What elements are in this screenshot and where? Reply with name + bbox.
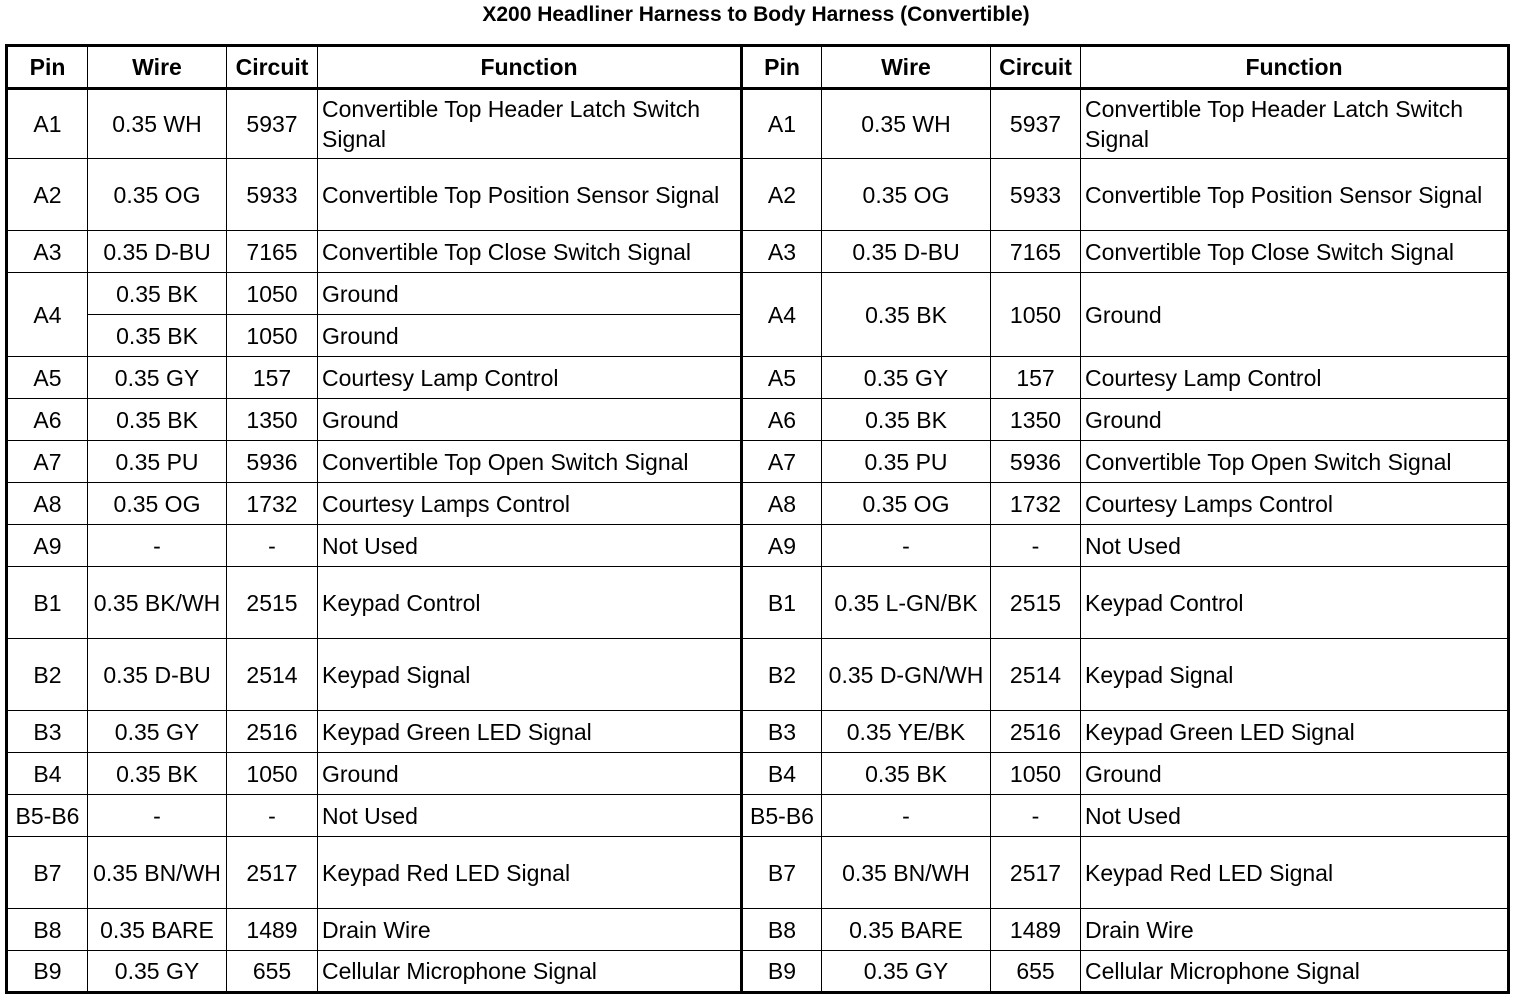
header-function: Function [318,46,742,89]
circuit-cell: 157 [227,357,318,399]
pin-cell: B4 [742,753,822,795]
function-cell: Courtesy Lamp Control [318,357,742,399]
pin-cell: B5-B6 [7,795,88,837]
table-row [7,441,1509,483]
function-cell: Convertible Top Close Switch Signal [318,231,742,273]
circuit-cell: 1489 [227,909,318,951]
circuit-cell: 655 [991,951,1081,993]
pin-cell: A3 [7,231,88,273]
function-cell: Courtesy Lamps Control [1081,483,1509,525]
table-row [7,525,1509,567]
function-cell: Not Used [1081,795,1509,837]
wire-cell: 0.35 OG [822,159,991,231]
header-function: Function [1081,46,1509,89]
circuit-cell: - [227,525,318,567]
header-circuit: Circuit [227,46,318,89]
circuit-cell: 2516 [227,711,318,753]
function-cell: Ground [318,315,742,357]
pin-cell: A1 [7,89,88,159]
wire-cell: 0.35 L-GN/BK [822,567,991,639]
circuit-cell: 5936 [991,441,1081,483]
table-row [7,399,1509,441]
function-cell: Keypad Control [1081,567,1509,639]
table-row [7,909,1509,951]
wire-cell: 0.35 PU [822,441,991,483]
function-cell: Ground [1081,753,1509,795]
table-row [7,231,1509,273]
pin-cell: B5-B6 [742,795,822,837]
circuit-cell: 1350 [991,399,1081,441]
pin-cell: B1 [742,567,822,639]
circuit-cell: 2516 [991,711,1081,753]
circuit-cell: 1050 [227,315,318,357]
wire-cell: 0.35 YE/BK [822,711,991,753]
function-cell: Drain Wire [1081,909,1509,951]
table-row [7,357,1509,399]
function-cell: Not Used [1081,525,1509,567]
function-cell: Convertible Top Position Sensor Signal [318,159,742,231]
wire-cell: - [822,795,991,837]
pin-cell: A8 [7,483,88,525]
circuit-cell: - [227,795,318,837]
function-cell: Convertible Top Close Switch Signal [1081,231,1509,273]
wire-cell: 0.35 OG [88,483,227,525]
wire-cell: - [88,525,227,567]
wire-cell: 0.35 D-BU [822,231,991,273]
pin-cell: A4 [7,273,88,357]
wire-cell: - [88,795,227,837]
function-cell: Not Used [318,795,742,837]
table-row [7,753,1509,795]
circuit-cell: 1732 [227,483,318,525]
pin-cell: B4 [7,753,88,795]
wire-cell: 0.35 BARE [88,909,227,951]
header-circuit: Circuit [991,46,1081,89]
pin-cell: B7 [742,837,822,909]
pin-cell: A9 [742,525,822,567]
wire-cell: 0.35 GY [88,711,227,753]
circuit-cell: 157 [991,357,1081,399]
function-cell: Convertible Top Open Switch Signal [1081,441,1509,483]
circuit-cell: 1050 [991,753,1081,795]
wire-cell: 0.35 BN/WH [88,837,227,909]
table-body [7,89,1509,993]
wire-cell: 0.35 BK [822,399,991,441]
circuit-cell: 1732 [991,483,1081,525]
table-row [7,159,1509,231]
wire-cell: 0.35 WH [88,89,227,159]
function-cell: Ground [318,399,742,441]
function-cell: Keypad Signal [1081,639,1509,711]
circuit-cell: 2514 [991,639,1081,711]
circuit-cell: 2517 [227,837,318,909]
circuit-cell: 1050 [227,753,318,795]
circuit-cell: 1050 [991,273,1081,357]
pin-cell: B8 [7,909,88,951]
circuit-cell: 5933 [227,159,318,231]
function-cell: Courtesy Lamps Control [318,483,742,525]
circuit-cell: 5933 [991,159,1081,231]
header-pin: Pin [742,46,822,89]
circuit-cell: 655 [227,951,318,993]
wire-cell: 0.35 D-BU [88,639,227,711]
page-title: X200 Headliner Harness to Body Harness (Convertible) [482,3,1030,26]
wire-cell: 0.35 GY [822,357,991,399]
function-cell: Keypad Red LED Signal [1081,837,1509,909]
pin-cell: B3 [742,711,822,753]
wire-cell: 0.35 BN/WH [822,837,991,909]
function-cell: Convertible Top Header Latch Switch Signal [1081,89,1509,159]
wire-cell: - [822,525,991,567]
pin-cell: B1 [7,567,88,639]
pin-cell: A6 [7,399,88,441]
pin-cell: B2 [7,639,88,711]
header-pin: Pin [7,46,88,89]
pin-cell: B8 [742,909,822,951]
pin-cell: A7 [742,441,822,483]
connector-pinout-table [5,44,1510,994]
table-row [7,89,1509,159]
wire-cell: 0.35 BARE [822,909,991,951]
wire-cell: 0.35 BK [88,753,227,795]
circuit-cell: 5937 [227,89,318,159]
circuit-cell: 5936 [227,441,318,483]
table-row [7,639,1509,711]
wire-cell: 0.35 BK [822,273,991,357]
function-cell: Convertible Top Header Latch Switch Signal [318,89,742,159]
circuit-cell: 1489 [991,909,1081,951]
table-header-row [7,46,1509,89]
function-cell: Ground [318,273,742,315]
pin-cell: A9 [7,525,88,567]
pin-cell: B2 [742,639,822,711]
circuit-cell: 2517 [991,837,1081,909]
function-cell: Cellular Microphone Signal [1081,951,1509,993]
circuit-cell: 5937 [991,89,1081,159]
pin-cell: A6 [742,399,822,441]
pin-cell: A8 [742,483,822,525]
table-row [7,273,1509,315]
table-row [7,837,1509,909]
wire-cell: 0.35 GY [88,951,227,993]
function-cell: Keypad Signal [318,639,742,711]
circuit-cell: 7165 [991,231,1081,273]
pin-cell: A5 [742,357,822,399]
circuit-cell: - [991,525,1081,567]
function-cell: Keypad Red LED Signal [318,837,742,909]
wire-cell: 0.35 OG [88,159,227,231]
function-cell: Keypad Green LED Signal [318,711,742,753]
function-cell: Convertible Top Position Sensor Signal [1081,159,1509,231]
circuit-cell: - [991,795,1081,837]
wire-cell: 0.35 D-GN/WH [822,639,991,711]
table-row [7,711,1509,753]
header-wire: Wire [822,46,991,89]
circuit-cell: 2515 [991,567,1081,639]
function-cell: Convertible Top Open Switch Signal [318,441,742,483]
circuit-cell: 2514 [227,639,318,711]
function-cell: Courtesy Lamp Control [1081,357,1509,399]
pin-cell: B3 [7,711,88,753]
circuit-cell: 2515 [227,567,318,639]
function-cell: Ground [1081,399,1509,441]
wire-cell: 0.35 BK [88,315,227,357]
wire-cell: 0.35 BK [88,273,227,315]
table-row [7,567,1509,639]
circuit-cell: 1350 [227,399,318,441]
pin-cell: A7 [7,441,88,483]
function-cell: Ground [318,753,742,795]
pin-cell: B9 [7,951,88,993]
function-cell: Keypad Green LED Signal [1081,711,1509,753]
pin-cell: B7 [7,837,88,909]
table-row [7,951,1509,993]
circuit-cell: 1050 [227,273,318,315]
wire-cell: 0.35 BK [88,399,227,441]
pin-cell: A4 [742,273,822,357]
pin-cell: A5 [7,357,88,399]
wire-cell: 0.35 OG [822,483,991,525]
pin-cell: A2 [742,159,822,231]
table-row [7,795,1509,837]
function-cell: Drain Wire [318,909,742,951]
wire-cell: 0.35 D-BU [88,231,227,273]
wire-cell: 0.35 PU [88,441,227,483]
wire-cell: 0.35 BK/WH [88,567,227,639]
header-wire: Wire [88,46,227,89]
table-row [7,483,1509,525]
function-cell: Keypad Control [318,567,742,639]
pin-cell: A3 [742,231,822,273]
wire-cell: 0.35 GY [88,357,227,399]
pin-cell: A1 [742,89,822,159]
pin-cell: B9 [742,951,822,993]
wire-cell: 0.35 WH [822,89,991,159]
function-cell: Cellular Microphone Signal [318,951,742,993]
pin-cell: A2 [7,159,88,231]
wire-cell: 0.35 GY [822,951,991,993]
function-cell: Not Used [318,525,742,567]
wire-cell: 0.35 BK [822,753,991,795]
circuit-cell: 7165 [227,231,318,273]
function-cell: Ground [1081,273,1509,357]
